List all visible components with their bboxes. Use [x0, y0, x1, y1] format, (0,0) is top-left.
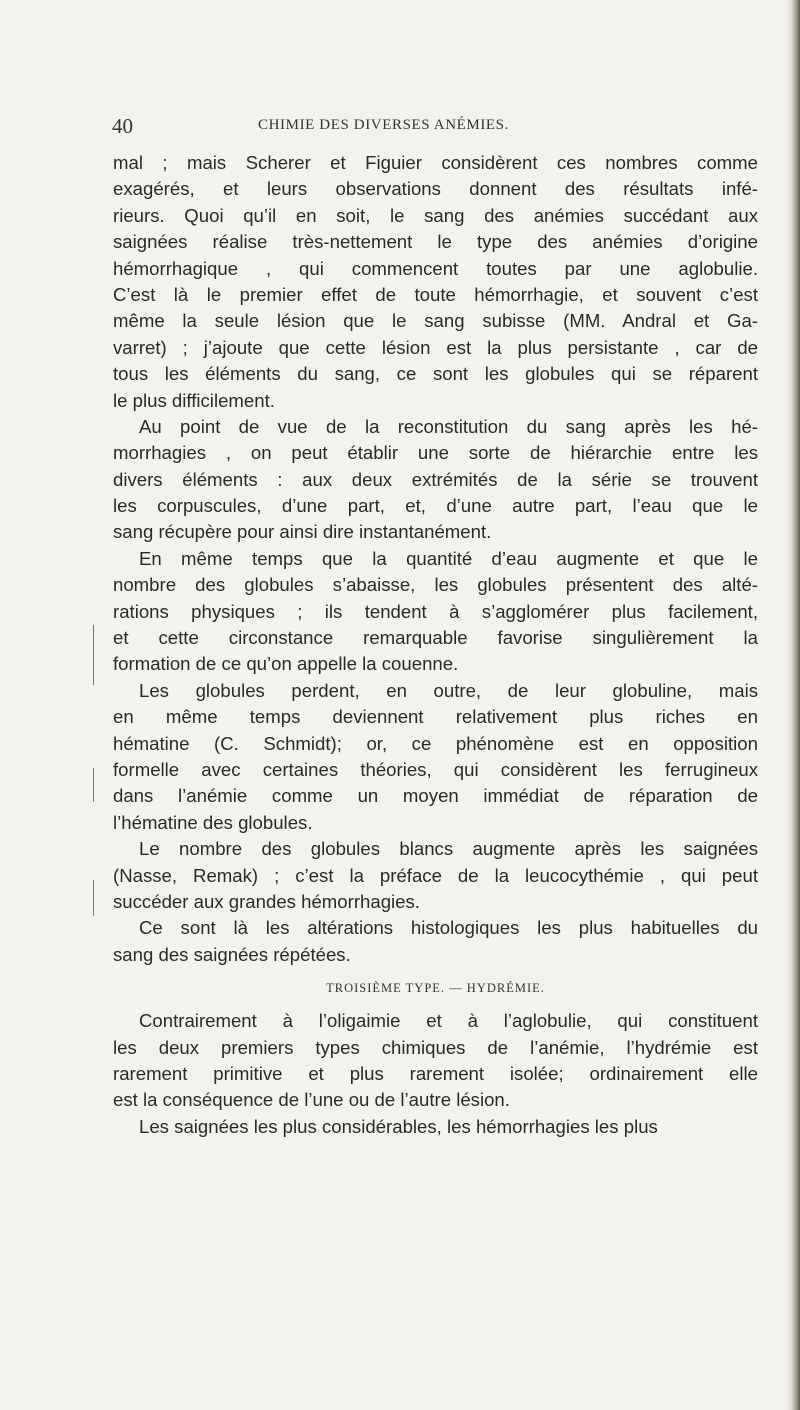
running-title: CHIMIE DES DIVERSES ANÉMIES.: [258, 117, 509, 133]
section-heading: TROISIÈME TYPE. — HYDRÉMIE.: [326, 981, 545, 996]
text-line: mal ; mais Scherer et Figuier considèrent ces nombres comme: [113, 152, 758, 173]
paragraph-first-line: Les globules perdent, en outre, de leur globuline, mais: [139, 679, 758, 701]
text-line: saignées réalise très-nettement le type des anémies d’origine: [113, 231, 758, 253]
paragraph-first-line: Contrairement à l’oligaimie et à l’aglobulie, qui constituent: [139, 1010, 758, 1032]
text-line: même la seule lésion que le sang subisse (MM. Andral et Ga-: [113, 310, 758, 332]
text-line: sang des saignées répétées.: [113, 943, 351, 965]
text-line: les corpuscules, d’une part, et, d’une autre part, l’eau que le: [113, 495, 758, 517]
margin-bracket-mark: [93, 625, 94, 685]
text-line: exagérés, et leurs observations donnent des résultats infé-: [113, 178, 758, 200]
page-number: 40: [112, 114, 133, 138]
text-line: hématine (C. Schmidt); or, ce phénomène est en opposition: [113, 732, 758, 754]
text-line: (Nasse, Remak) ; c’est la préface de la leucocythémie , qui peut: [113, 864, 758, 886]
page-header: [112, 114, 752, 144]
text-line: est la conséquence de l’une ou de l’autre lésion.: [113, 1089, 510, 1111]
margin-bracket-mark: [93, 880, 94, 916]
text-line: et cette circonstance remarquable favorise singulièrement la: [113, 627, 758, 649]
text-line: rations physiques ; ils tendent à s’agglomérer plus facilement,: [113, 600, 758, 622]
text-line: formation de ce qu’on appelle la couenne.: [113, 653, 459, 675]
text-line: morrhagies , on peut établir une sorte de hiérarchie entre les: [113, 442, 758, 464]
text-line: sang récupère pour ainsi dire instantanément.: [113, 521, 492, 543]
text-line: tous les éléments du sang, ce sont les globules qui se réparent: [113, 363, 758, 385]
text-line: formelle avec certaines théories, qui considèrent les ferrugineux: [113, 758, 758, 780]
text-line: rarement primitive et plus rarement isolée; ordinairement elle: [113, 1062, 758, 1084]
text-line: succéder aux grandes hémorrhagies.: [113, 890, 420, 912]
paragraph-first-line: En même temps que la quantité d’eau augmente et que le: [139, 547, 758, 569]
margin-bracket-mark: [93, 768, 94, 802]
body-text: [113, 150, 758, 1140]
text-line: divers éléments : aux deux extrémités de la série se trouvent: [113, 468, 758, 490]
paragraph-first-line: Les saignées les plus considérables, les hémorrhagies les plus: [139, 1115, 658, 1137]
text-line: C’est là le premier effet de toute hémorrhagie, et souvent c’est: [113, 283, 758, 305]
paragraph-first-line: Le nombre des globules blancs augmente après les saignées: [139, 838, 758, 860]
paragraph-first-line: Au point de vue de la reconstitution du sang après les hé-: [139, 415, 758, 437]
text-line: nombre des globules s’abaisse, les globules présentent des alté-: [113, 574, 758, 596]
text-line: hémorrhagique , qui commencent toutes par une aglobulie.: [113, 257, 758, 279]
text-line: rieurs. Quoi qu’il en soit, le sang des anémies succédant aux: [113, 204, 758, 226]
paragraph-first-line: Ce sont là les altérations histologiques les plus habituelles du: [139, 917, 758, 939]
page-edge-shadow: [786, 0, 800, 1410]
text-line: le plus difficilement.: [113, 389, 275, 411]
text-line: en même temps deviennent relativement plus riches en: [113, 706, 758, 728]
text-line: varret) ; j’ajoute que cette lésion est la plus persistante , car de: [113, 336, 758, 358]
text-line: les deux premiers types chimiques de l’anémie, l’hydrémie est: [113, 1036, 758, 1058]
text-line: l’hématine des globules.: [113, 811, 313, 833]
text-line: dans l’anémie comme un moyen immédiat de réparation de: [113, 785, 758, 807]
